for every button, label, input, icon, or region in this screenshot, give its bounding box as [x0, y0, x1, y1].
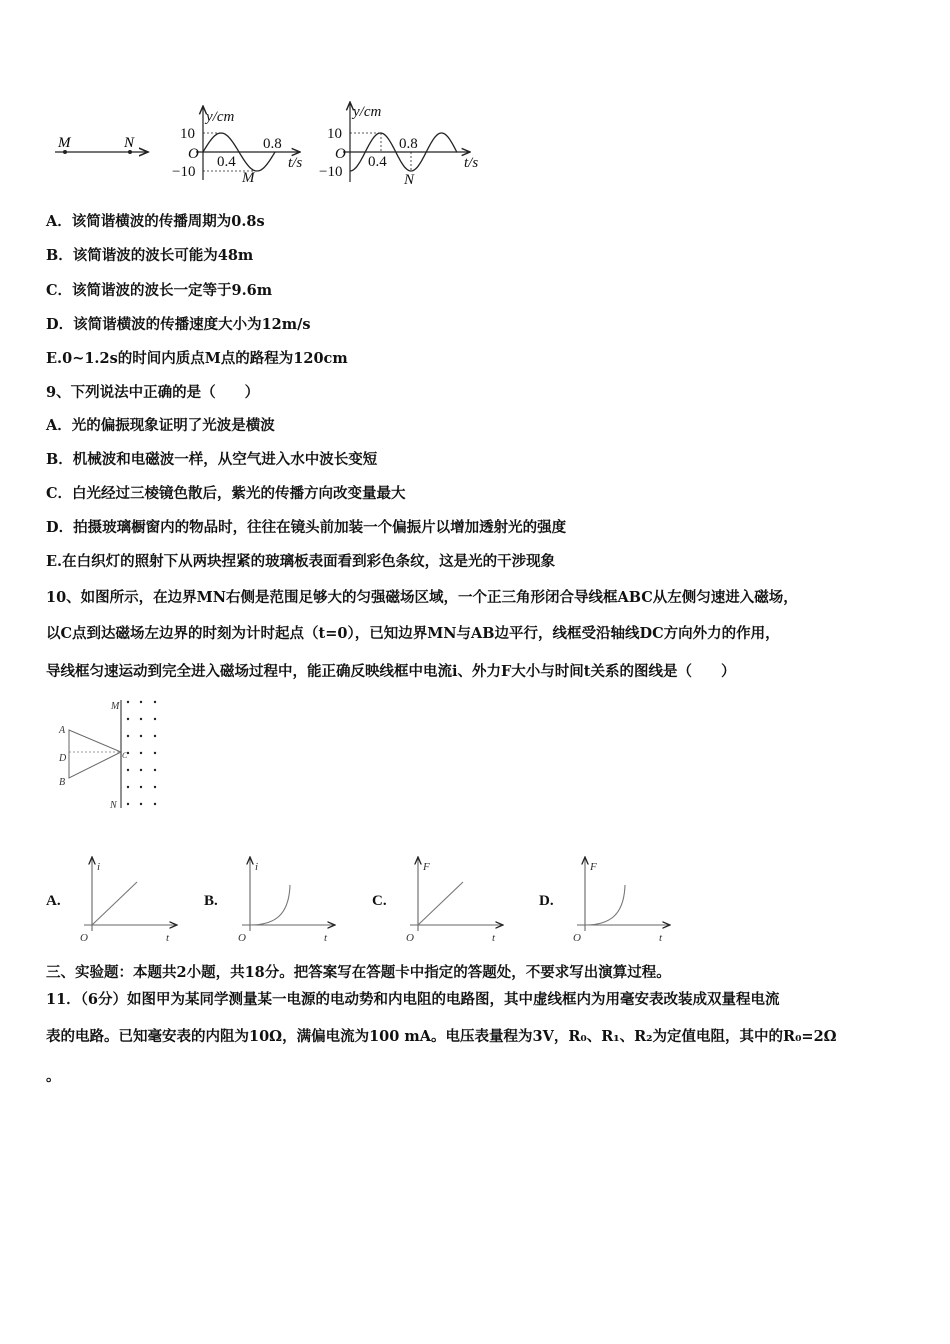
curve: [418, 882, 463, 925]
wave-propagation-line: [55, 135, 148, 154]
svg-text:M: M: [111, 701, 120, 712]
svg-text:N: N: [124, 135, 135, 151]
svg-text:O: O: [188, 146, 199, 162]
y-axis-label: F: [423, 861, 430, 873]
curve: [250, 885, 290, 925]
field-dot: [127, 786, 129, 788]
origin-label: O: [238, 932, 246, 944]
y-axis-label: F: [590, 861, 597, 873]
section-3-heading: 三、实验题：本题共2小题，共18分。把答案写在答题卡中指定的答题处，不要求写出演算过程。: [46, 964, 671, 981]
choice-graph-b[interactable]: [204, 857, 335, 944]
svg-text:0.8: 0.8: [399, 136, 418, 152]
q10-line-1: 10、如图所示，在边界MN右侧是范围足够大的匀强磁场区域，一个正三角形闭合导线框ABC从左侧匀速进入磁场，: [46, 589, 798, 606]
y-axis-label: i: [97, 861, 101, 873]
field-dot: [154, 803, 156, 805]
q8-option-b: B．该简谐波的波长可能为48m: [46, 247, 254, 264]
svg-text:0.4: 0.4: [368, 154, 387, 170]
field-dot: [154, 718, 156, 720]
origin-label: O: [406, 932, 414, 944]
svg-text:B: B: [59, 777, 66, 788]
svg-text:y/cm: y/cm: [206, 109, 235, 125]
q11-line-1: 11．（6分）如图甲为某同学测量某一电源的电动势和内电阻的电路图，其中虚线框内为用毫安表改装成双量程电流: [46, 991, 780, 1008]
triangle-field-figure: [58, 700, 156, 811]
curve: [585, 885, 625, 925]
field-dot: [140, 803, 142, 805]
x-axis-label: t: [492, 932, 496, 944]
field-dot: [154, 701, 156, 703]
choice-graph-d[interactable]: [539, 857, 670, 944]
q9-stem: 9、下列说法中正确的是（ ）: [46, 384, 260, 401]
q9-option-a: A．光的偏振现象证明了光波是横波: [46, 417, 275, 434]
choice-label: B.: [204, 893, 218, 909]
svg-text:N: N: [110, 800, 117, 811]
q8-option-c: C．该简谐波的波长一定等于9.6m: [46, 282, 273, 299]
field-dot: [154, 735, 156, 737]
q11-line-3: 。: [46, 1068, 61, 1085]
x-axis-label: t: [324, 932, 328, 944]
svg-text:t/s: t/s: [288, 155, 303, 171]
q9-option-b: B．机械波和电磁波一样，从空气进入水中波长变短: [46, 451, 378, 468]
field-dot: [140, 752, 142, 754]
q9-option-e: E.在白织灯的照射下从两块捏紧的玻璃板表面看到彩色条纹，这是光的干涉现象: [46, 553, 556, 570]
svg-text:0.8: 0.8: [263, 136, 282, 152]
field-dot: [154, 769, 156, 771]
q9-option-c: C．白光经过三棱镜色散后，紫光的传播方向改变量最大: [46, 485, 406, 502]
svg-text:A: A: [59, 725, 66, 736]
field-dot: [140, 735, 142, 737]
y-axis-label: i: [255, 861, 259, 873]
q10-line-2: 以C点到达磁场左边界的时刻为计时起点（t=0），已知边界MN与AB边平行，线框受沿轴线DC方向外力的作用，: [46, 625, 780, 642]
q10-line-3: 导线框匀速运动到完全进入磁场过程中，能正确反映线框中电流i、外力F大小与时间t关系的图线是（ ）: [46, 663, 736, 680]
x-axis-label: t: [659, 932, 663, 944]
choice-label: D.: [539, 893, 554, 909]
q8-option-a: A．该简谐横波的传播周期为0.8s: [46, 213, 265, 230]
field-dot: [127, 769, 129, 771]
field-dot: [140, 769, 142, 771]
svg-text:10: 10: [180, 126, 195, 142]
choice-graph-a[interactable]: [46, 857, 177, 944]
svg-text:10: 10: [327, 126, 342, 142]
field-dot: [127, 803, 129, 805]
field-dot: [140, 701, 142, 703]
svg-text:−10: −10: [172, 164, 196, 180]
curve: [92, 882, 137, 925]
choice-graph-c[interactable]: [372, 857, 503, 944]
field-dot: [127, 735, 129, 737]
origin-label: O: [573, 932, 581, 944]
field-dot: [154, 786, 156, 788]
q8-option-e: E.0~1.2s的时间内质点M点的路程为120cm: [46, 350, 348, 367]
q8-option-d: D．该简谐横波的传播速度大小为12m/s: [46, 316, 311, 333]
svg-text:C: C: [122, 751, 128, 760]
origin-label: O: [80, 932, 88, 944]
field-dot: [140, 786, 142, 788]
svg-text:−10: −10: [319, 164, 343, 180]
svg-text:0.4: 0.4: [217, 154, 236, 170]
q9-option-d: D．拍摄玻璃橱窗内的物品时，往往在镜头前加装一个偏振片以增加透射光的强度: [46, 519, 567, 536]
field-dot: [127, 701, 129, 703]
field-dot: [127, 718, 129, 720]
choice-label: A.: [46, 893, 61, 909]
svg-text:t/s: t/s: [464, 155, 479, 171]
svg-text:D: D: [59, 753, 67, 764]
svg-text:N: N: [404, 172, 415, 188]
q11-line-2: 表的电路。已知毫安表的内阻为10Ω，满偏电流为100 mA。电压表量程为3V，R₀、R₁、R₂为定值电阻，其中的R₀=2Ω: [46, 1028, 837, 1045]
choice-label: C.: [372, 893, 387, 909]
svg-text:M: M: [58, 135, 71, 151]
svg-text:M: M: [242, 170, 255, 186]
field-dot: [140, 718, 142, 720]
field-dot: [154, 752, 156, 754]
x-axis-label: t: [166, 932, 170, 944]
svg-text:y/cm: y/cm: [353, 104, 382, 120]
svg-text:O: O: [335, 146, 346, 162]
